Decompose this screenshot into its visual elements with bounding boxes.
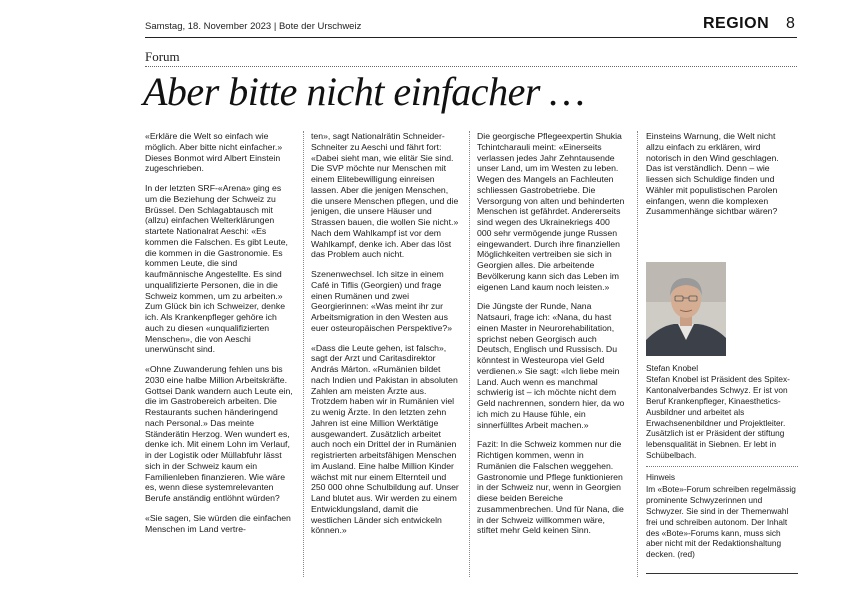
note-box (646, 472, 798, 560)
paragraph: In der letzten SRF-«Arena» ging es um die Beziehung der Schweiz zu Brüssel. Den Schlagabtausch mit (allzu) einfachen Welterklärungen startete Nationalrat Aeschi: «Es kommen die Falschen. Es gibt Leute, die kommen in die Gastronomie. Es kommen Leute, die sind kaufmännische Angestellte. Es sind unqualifizierte Personen, die in die Schweiz kommen, um zu arbeiten.» Zum Glück bin ich Schweizer, denke ich. Als Krankenpfleger gehöre ich auch zu diesen «unqualifizierten Menschen», die von Aeschi unerwünscht sind. (145, 183, 288, 355)
author-portrait-icon (646, 262, 726, 356)
column-divider (303, 131, 304, 577)
article-column-2 (311, 131, 459, 536)
paragraph: Die georgische Pflegeexpertin Shukia Tchintcharauli meint: «Einerseits verlassen jedes Jahr Zehntausende unser Land, um im Westen zu leben. Wegen des Mangels an Fachleuten schliessen Gastrobetriebe. Die Versorgung von alten und behinderten Menschen ist gefährdet. Andererseits sind wegen des Ukrainekriegs 400 000 sehr vermögende junge Russen eingewandert. Durch ihre finanziellen Möglichkeiten vertreiben sie sich in Georgien alles. Die arbeitende Bevölkerung kann sich das Leben im eigenen Land kaum noch leisten.» (477, 131, 625, 292)
paragraph: «Sie sagen, Sie würden die einfachen Menschen im Land vertre- (145, 512, 291, 534)
author-description: Stefan Knobel ist Präsident des Spitex-Kantonalverbandes Schwyz. Er ist von Beruf Krankenpfleger, Kinaesthetics-Ausbildner und arbeitet als Erwachsenenbildner und Projektleiter. Zusätzlich ist er Präsident der stiftung lebensqualität in Siebnen. Er lebt in Schübelbach. (646, 373, 790, 461)
header-rule (145, 37, 797, 38)
article-column-4 (646, 131, 794, 217)
article-column-3 (477, 131, 625, 536)
page-number: 8 (786, 15, 795, 32)
note-text: Im «Bote»-Forum schreiben regelmässig prominente Schwyzerinnen und Schwyzer. Sie sind in der Themenwahl frei und schreiben autonom. Der Inhalt des «Bote»-Forums kann, muss sich aber nicht mit der Redaktionshaltung decken. (red) (646, 483, 796, 560)
note-title: Hinweis (646, 472, 676, 482)
rubric-divider (145, 66, 797, 67)
section-title: REGION (703, 15, 770, 32)
author-name: Stefan Knobel (646, 363, 699, 373)
author-photo (646, 262, 726, 356)
column-divider (637, 131, 638, 577)
article-headline: Aber bitte nicht einfacher … (143, 69, 585, 114)
paragraph: Fazit: In die Schweiz kommen nur die Richtigen kommen, wenn in Rumänien die Falschen weggehen. Gastronomie und Pflege funktionieren in der Schweiz nur, wenn in Georgien diese beiden Bereiche zusammenbrechen. Und für Nana, die in der Schweiz willkommen wäre, stiftet mehr Geld keinen Sinn. (477, 439, 624, 536)
paragraph: «Dass die Leute gehen, ist falsch», sagt der Arzt und Caritasdirektor András Márton. «Rumänien bildet nach Indien und Pakistan in absoluten Zahlen am meisten Ärzte aus. Trotzdem haben wir in Rumänien viel zu wenig Ärzte. In den letzten zehn Jahren ist eine Million Werktätige ausgewandert. Zusätzlich arbeitet auch noch ein Drittel der in Rumänien registrierten arbeitsfähigen Menschen im Ausland. Eine halbe Million Kinder wächst mit nur einem Elternteil und 250 000 ohne Schulbildung auf. Unser Land blutet aus. Wir werden zu einem Entwicklungsland, damit die westlichen Länder sich entwickeln können.» (311, 342, 459, 536)
author-bio (646, 363, 798, 461)
column-divider (469, 131, 470, 577)
note-divider (646, 466, 798, 467)
paragraph: Die Jüngste der Runde, Nana Natsauri, frage ich: «Nana, du hast einen Master in Neurorehabilitation, sprichst neben Georgisch auch Deutsch, Englisch und Russisch. Du könntest in Westeuropa viel Geld verdienen.» Sie sagt: «Ich liebe mein Land. Auch wenn es manchmal schwierig ist – ich möchte nicht dem Geld nachrennen, sondern hier, da wo ich mich zu Hause fühle, ein sinnerfülltes Arbeit machen.» (477, 301, 625, 430)
paragraph: ten», sagt Nationalrätin Schneider-Schneiter zu Aeschi und fährt fort: «Dabei sieht man, wie elitär Sie sind. Die SVP möchte nur Menschen mit einem Elitebewilligung einreisen lassen. Aber die jenigen Menschen, die unsere Menschen pflegen, und die jenigen, die unsere Häuser und Strassen bauen, die wollen Sie nicht.» Nach dem Wahlkampf ist vor dem Wahlkampf, denke ich. Aber das löst das Problem auch nicht. (311, 131, 459, 260)
note-bottom-rule (646, 573, 798, 574)
paragraph: Einsteins Warnung, die Welt nicht allzu einfach zu erklären, wird notorisch in den Wind geschlagen. Das ist verständlich. Denn – wie liessen sich Schuldige finden und Wähler mit populistischen Parolen einfangen, wenn die komplexen Zusammenhänge sichtbar wären? (646, 131, 779, 217)
paragraph: «Erkläre die Welt so einfach wie möglich. Aber bitte nicht einfacher.» Dieses Bonmot wird Albert Einstein zugeschrieben. (145, 131, 283, 174)
header-date-source: Samstag, 18. November 2023 | Bote der Urschweiz (145, 21, 362, 32)
paragraph: Szenenwechsel. Ich sitze in einem Café in Tiflis (Georgien) und frage einen Rumänen und zwei Georgierinnen: «Was meint ihr zur Arbeitsmigration in den Westen aus euer osteuropäischen Perspektive?» (311, 269, 453, 333)
paragraph: «Ohne Zuwanderung fehlen uns bis 2030 eine halbe Million Arbeitskräfte. Gottsei Dank wandern auch Leute ein, die im Gastrobereich arbeiten. Die Restaurants suchen händeringend nach Personal.» Das meinte Ständerätin Herzog. Wen wundert es, denke ich. Mit einem Lohn im Verlauf, in der Logistik oder Müllabfuhr lässt sich in der Schweiz kaum ein Familienleben finanzieren. Wie wäre es, wenn diese systemrelevanten Berufe anständig entlöhnt würden? (145, 364, 293, 503)
article-column-1 (145, 131, 293, 534)
rubric-label: Forum (145, 49, 180, 64)
